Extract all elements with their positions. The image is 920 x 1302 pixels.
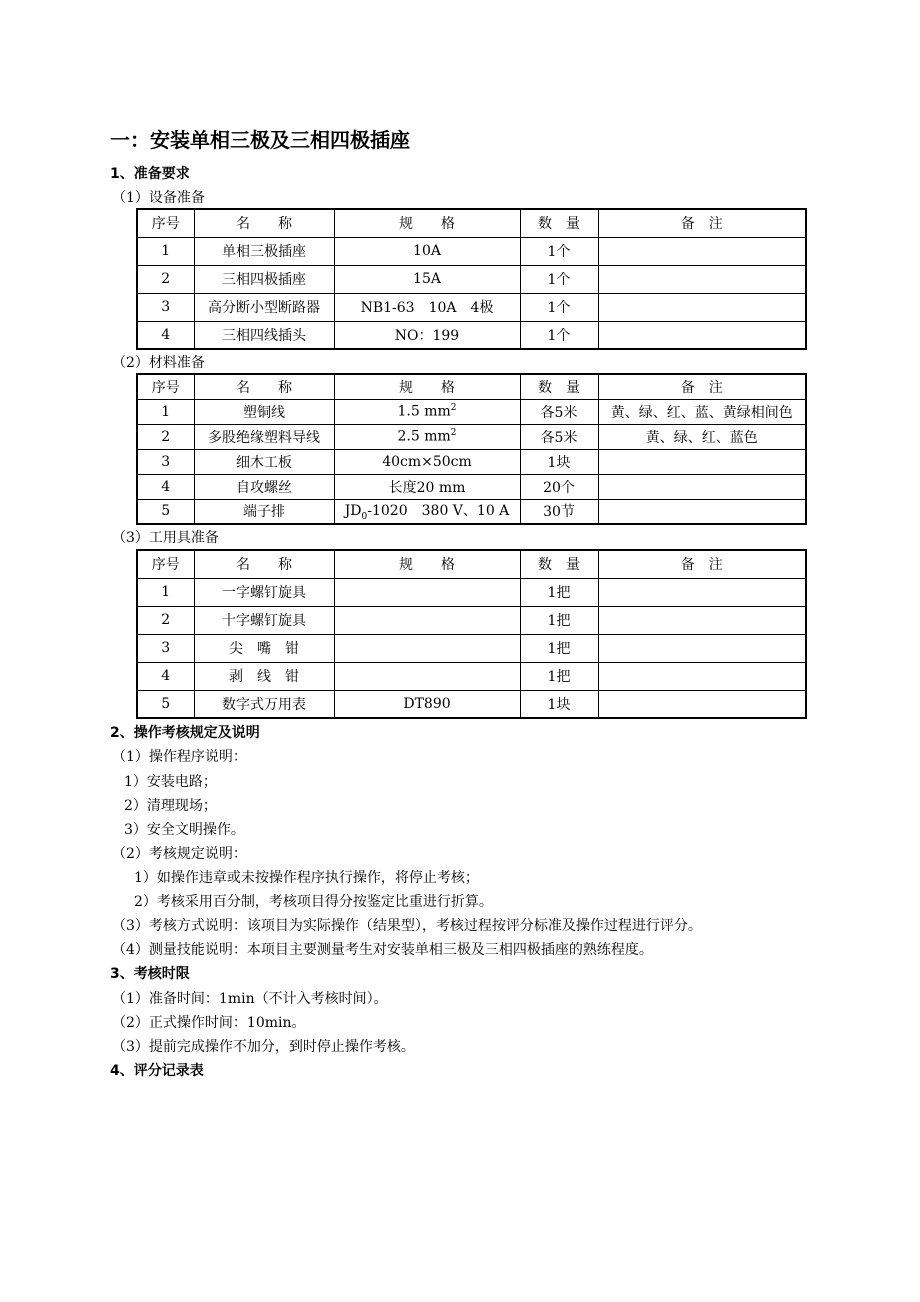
superscript: 2 <box>450 428 457 439</box>
equipment-table <box>136 208 807 350</box>
table-cell: 细木工板 <box>194 449 334 474</box>
table-row <box>137 424 806 449</box>
table-cell: 1个 <box>520 321 598 349</box>
header-cell: 名 称 <box>194 374 334 399</box>
materials-table <box>136 373 807 525</box>
table-cell: 1块 <box>520 449 598 474</box>
header-cell: 规 格 <box>334 374 520 399</box>
section-heading-time-limit: 3、考核时限 <box>110 966 190 982</box>
table-row <box>137 690 806 718</box>
spec-value: 2.5 mm <box>397 428 451 445</box>
table-cell: 尖 嘴 钳 <box>194 634 334 662</box>
table-cell: 三相四线插头 <box>194 321 334 349</box>
header-cell: 规 格 <box>334 550 520 578</box>
text-line: （2）正式操作时间：10min。 <box>112 1015 306 1031</box>
table-cell <box>598 578 806 606</box>
table-row <box>137 449 806 474</box>
table-row <box>137 293 806 321</box>
table-cell: 一字螺钉旋具 <box>194 578 334 606</box>
header-cell: 数 量 <box>520 550 598 578</box>
table-cell <box>334 634 520 662</box>
table-cell: 1 <box>137 578 194 606</box>
text-line: （1）准备时间：1min（不计入考核时间）。 <box>112 991 388 1007</box>
header-cell: 序号 <box>137 209 194 237</box>
table-cell: 各5米 <box>520 399 598 424</box>
header-cell: 序号 <box>137 550 194 578</box>
equipment-caption: （1）设备准备 <box>112 190 205 206</box>
table-cell: 三相四极插座 <box>194 265 334 293</box>
spec-value-tail: -1020 380 V、10 A <box>367 503 510 520</box>
table-cell <box>598 634 806 662</box>
text-line: 3）安全文明操作。 <box>124 822 245 838</box>
table-cell: 30节 <box>520 499 598 524</box>
table-cell: 1 <box>137 399 194 424</box>
table-cell <box>598 606 806 634</box>
section-heading-rules: 2、操作考核规定及说明 <box>110 725 260 741</box>
table-cell: 3 <box>137 293 194 321</box>
text-line: （2）考核规定说明： <box>112 846 247 862</box>
subscript: 0 <box>361 512 368 523</box>
table-cell: NO：199 <box>334 321 520 349</box>
table-cell <box>598 662 806 690</box>
table-cell: 1把 <box>520 578 598 606</box>
table-cell: 塑铜线 <box>194 399 334 424</box>
table-cell: 剥 线 钳 <box>194 662 334 690</box>
text-line: 2）清理现场； <box>124 798 217 814</box>
table-cell <box>598 321 806 349</box>
table-cell <box>598 690 806 718</box>
tools-caption: （3）工用具准备 <box>112 530 219 546</box>
header-cell: 备 注 <box>598 550 806 578</box>
page-title: 一：安装单相三极及三相四极插座 <box>110 128 410 152</box>
superscript: 2 <box>450 403 457 414</box>
section-heading-score-table: 4、评分记录表 <box>110 1063 204 1079</box>
table-row <box>137 499 806 524</box>
table-row <box>137 634 806 662</box>
header-cell: 规 格 <box>334 209 520 237</box>
table-row <box>137 578 806 606</box>
header-cell: 名 称 <box>194 209 334 237</box>
table-cell <box>598 474 806 499</box>
section-heading-preparation: 1、准备要求 <box>110 166 190 182</box>
table-row <box>137 237 806 265</box>
table-cell: 2 <box>137 424 194 449</box>
header-cell: 序号 <box>137 374 194 399</box>
table-cell: 多股绝缘塑料导线 <box>194 424 334 449</box>
table-cell: 高分断小型断路器 <box>194 293 334 321</box>
text-line: （4）测量技能说明：本项目主要测量考生对安装单相三极及三相四极插座的熟练程度。 <box>112 942 653 958</box>
text-line: （3）考核方式说明：该项目为实际操作（结果型），考核过程按评分标准及操作过程进行评分。 <box>112 918 702 934</box>
table-cell <box>334 578 520 606</box>
table-cell: 长度20 mm <box>334 474 520 499</box>
table-cell <box>598 265 806 293</box>
table-cell: 4 <box>137 662 194 690</box>
table-cell: 4 <box>137 321 194 349</box>
table-cell <box>334 662 520 690</box>
table-cell: 3 <box>137 634 194 662</box>
table-cell: 1个 <box>520 293 598 321</box>
table-cell: 5 <box>137 690 194 718</box>
table-cell: 黄、绿、红、蓝色 <box>598 424 806 449</box>
table-cell: 4 <box>137 474 194 499</box>
table-cell: DT890 <box>334 690 520 718</box>
table-cell <box>334 499 520 524</box>
table-cell: 单相三极插座 <box>194 237 334 265</box>
table-cell <box>598 499 806 524</box>
table-row <box>137 474 806 499</box>
table-row <box>137 321 806 349</box>
table-header-row <box>137 374 806 399</box>
header-cell: 备 注 <box>598 209 806 237</box>
table-cell: 40cm×50cm <box>334 449 520 474</box>
text-line: 1）安装电路； <box>124 774 217 790</box>
table-row <box>137 606 806 634</box>
table-cell <box>598 449 806 474</box>
table-cell: 1个 <box>520 265 598 293</box>
table-cell: 1个 <box>520 237 598 265</box>
table-cell: 1把 <box>520 662 598 690</box>
header-cell: 备 注 <box>598 374 806 399</box>
table-header-row <box>137 550 806 578</box>
header-cell: 数 量 <box>520 209 598 237</box>
table-cell: 1把 <box>520 634 598 662</box>
header-cell: 名 称 <box>194 550 334 578</box>
text-line: 2）考核采用百分制，考核项目得分按鉴定比重进行折算。 <box>134 894 493 910</box>
table-cell <box>598 237 806 265</box>
table-row <box>137 265 806 293</box>
table-cell: 各5米 <box>520 424 598 449</box>
text-line: 1）如操作违章或未按操作程序执行操作，将停止考核； <box>134 870 479 886</box>
tools-table <box>136 549 807 719</box>
table-row <box>137 399 806 424</box>
table-cell: 十字螺钉旋具 <box>194 606 334 634</box>
table-cell: 数字式万用表 <box>194 690 334 718</box>
spec-value: JD <box>344 503 362 520</box>
table-cell: NB1-63 10A 4极 <box>334 293 520 321</box>
table-header-row <box>137 209 806 237</box>
table-cell <box>334 606 520 634</box>
table-cell: 2 <box>137 265 194 293</box>
table-cell: 自攻螺丝 <box>194 474 334 499</box>
table-cell: 端子排 <box>194 499 334 524</box>
table-cell: 20个 <box>520 474 598 499</box>
table-cell <box>334 399 520 424</box>
table-cell: 2 <box>137 606 194 634</box>
table-cell <box>598 293 806 321</box>
text-line: （3）提前完成操作不加分，到时停止操作考核。 <box>112 1039 415 1055</box>
table-cell: 3 <box>137 449 194 474</box>
text-line: （1）操作程序说明： <box>112 749 247 765</box>
table-cell: 5 <box>137 499 194 524</box>
table-cell: 1把 <box>520 606 598 634</box>
table-cell: 黄、绿、红、蓝、黄绿相间色 <box>598 399 806 424</box>
header-cell: 数 量 <box>520 374 598 399</box>
table-row <box>137 662 806 690</box>
table-cell: 10A <box>334 237 520 265</box>
table-cell: 1 <box>137 237 194 265</box>
table-cell <box>334 424 520 449</box>
spec-value: 1.5 mm <box>397 403 451 420</box>
materials-caption: （2）材料准备 <box>112 355 205 371</box>
table-cell: 1块 <box>520 690 598 718</box>
table-cell: 15A <box>334 265 520 293</box>
